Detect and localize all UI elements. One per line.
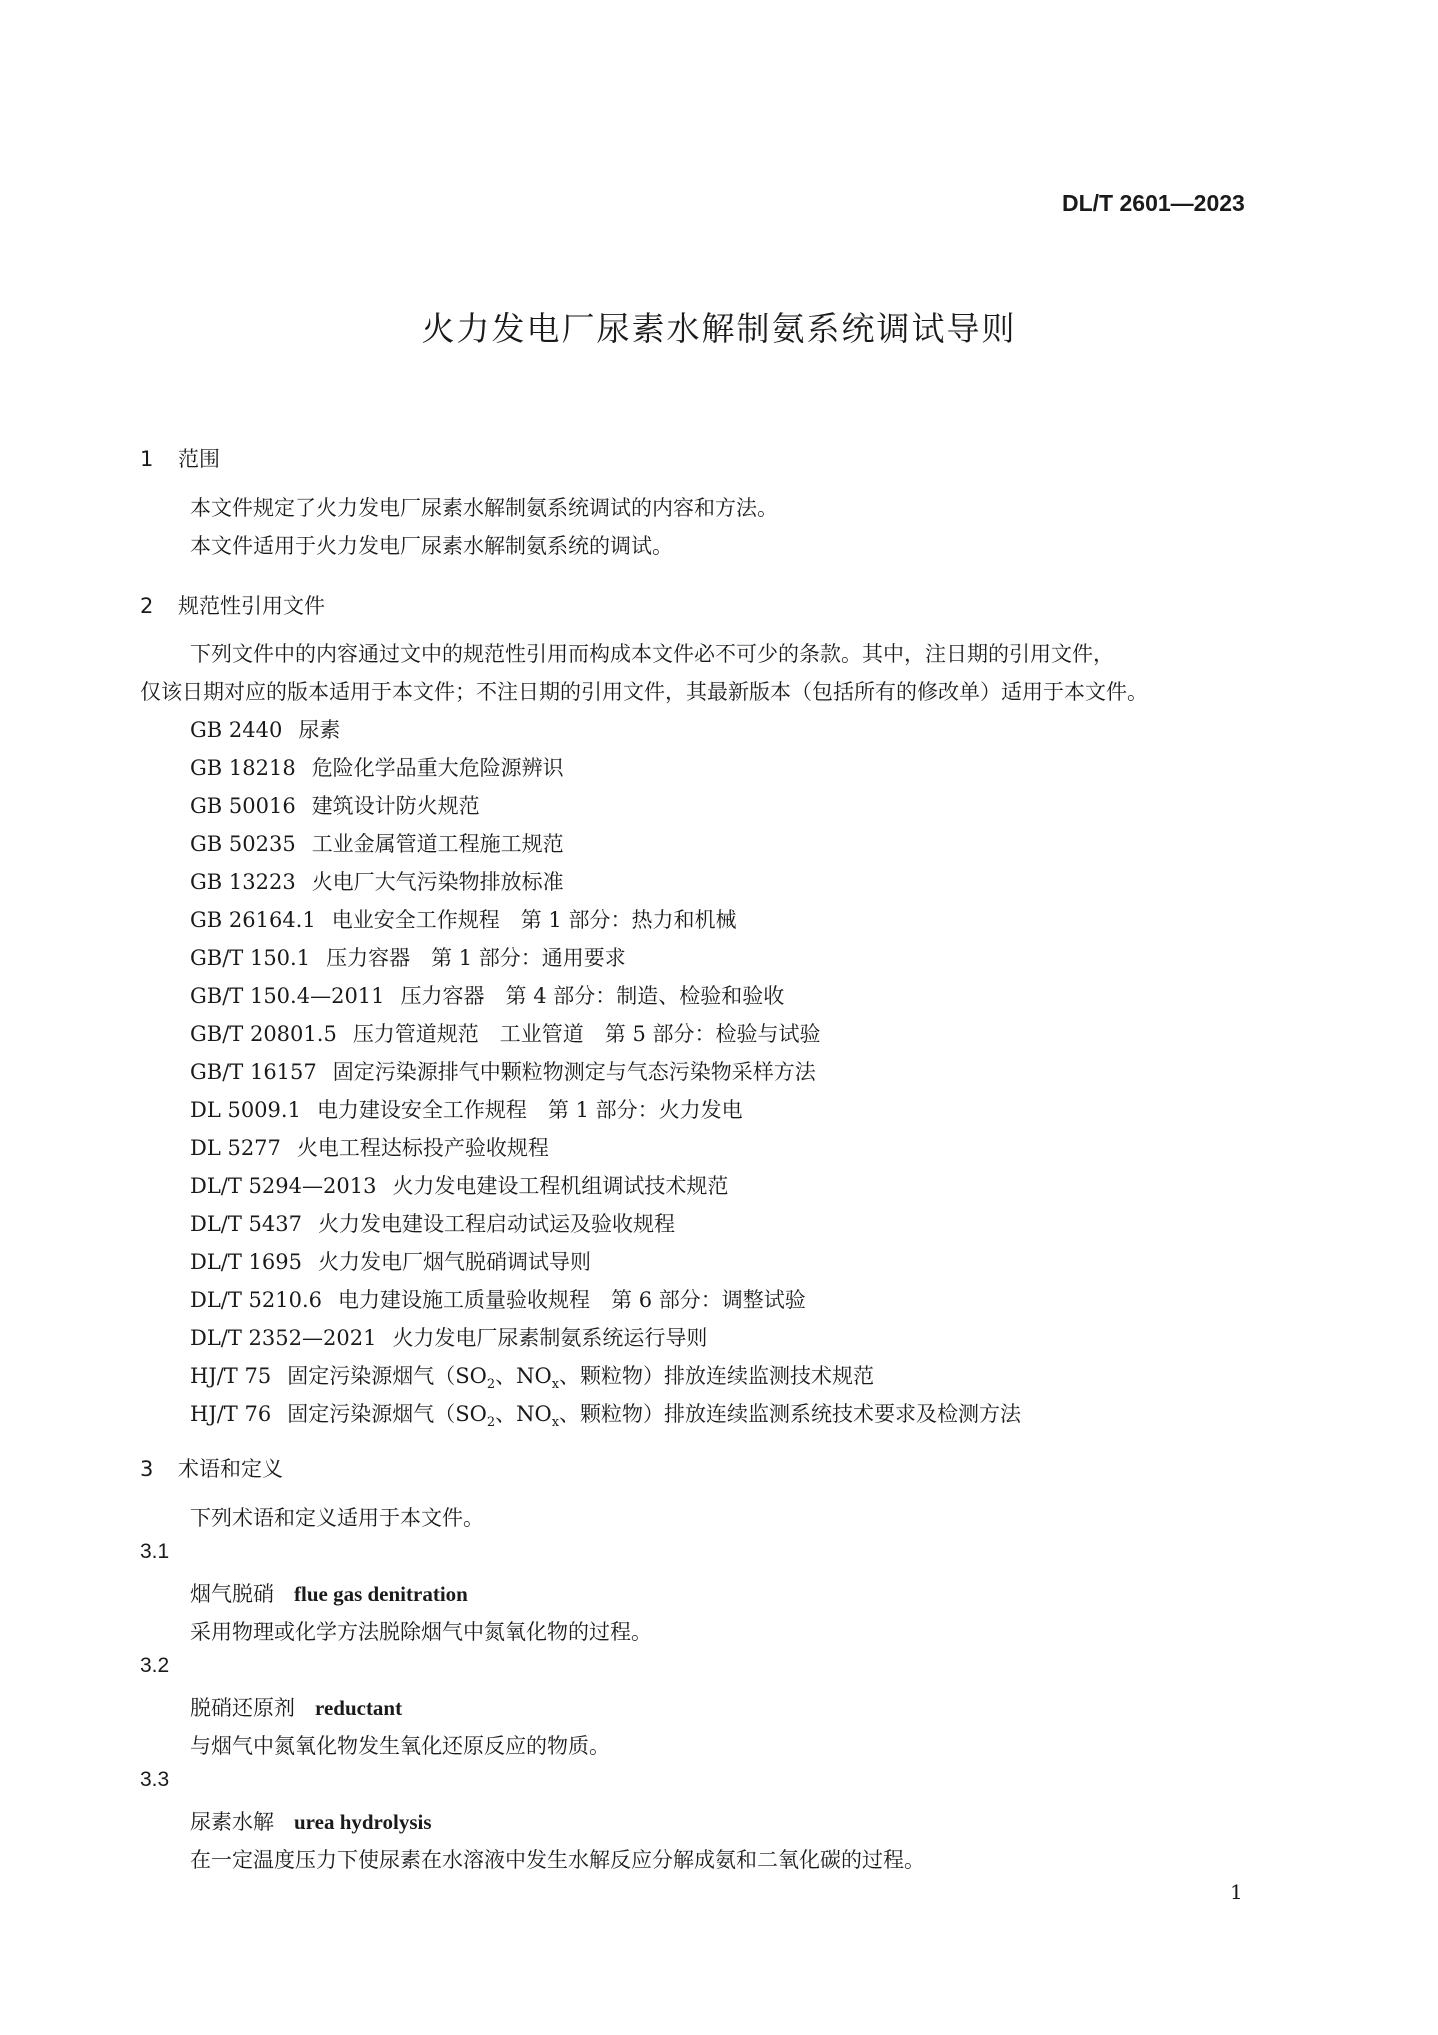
reference-title: 压力容器 第 1 部分：通用要求	[326, 946, 626, 970]
reference-item	[190, 790, 480, 820]
term-definition: 在一定温度压力下使尿素在水溶液中发生水解反应分解成氨和二氧化碳的过程。	[190, 1848, 925, 1872]
reference-item	[190, 1246, 591, 1276]
section-2-heading	[140, 590, 325, 620]
reference-item	[190, 828, 564, 858]
reference-code: GB/T 20801.5	[190, 1022, 337, 1046]
section-title: 范围	[178, 447, 220, 471]
document-number: DL/T 2601—2023	[1062, 190, 1245, 216]
document-title: 火力发电厂尿素水解制氨系统调试导则	[421, 309, 1017, 348]
reference-title: 火电工程达标投产验收规程	[296, 1136, 549, 1160]
clause-number: 3.2	[140, 1654, 170, 1677]
reference-item	[190, 1360, 874, 1392]
reference-code: GB 13223	[190, 870, 296, 894]
reference-title: 火力发电建设工程机组调试技术规范	[392, 1174, 729, 1198]
clause-number: 3.1	[140, 1540, 170, 1563]
reference-item	[190, 1208, 675, 1238]
term-definition: 采用物理或化学方法脱除烟气中氮氧化物的过程。	[190, 1620, 652, 1644]
reference-item	[190, 1018, 821, 1048]
reference-item	[190, 1284, 806, 1314]
reference-title: 火力发电厂烟气脱硝调试导则	[317, 1250, 591, 1274]
reference-item	[190, 980, 784, 1010]
reference-item	[190, 1132, 549, 1162]
term-entry	[190, 1578, 468, 1608]
reference-code: DL/T 5437	[190, 1212, 302, 1236]
term-entry	[190, 1692, 402, 1722]
term-en: reductant	[315, 1696, 403, 1720]
reference-title: 电力建设安全工作规程 第 1 部分：火力发电	[316, 1098, 743, 1122]
reference-code: HJ/T 76	[190, 1402, 272, 1426]
paragraph: 下列术语和定义适用于本文件。	[190, 1506, 484, 1530]
term-zh: 脱硝还原剂	[190, 1696, 295, 1720]
reference-code: DL/T 5210.6	[190, 1288, 323, 1312]
reference-title: 固定污染源烟气（$SO_2$、$NO_x$、颗粒物）排放连续监测系统技术要求及检测方法	[287, 1402, 1022, 1431]
reference-title: 电力建设施工质量验收规程 第 6 部分：调整试验	[338, 1288, 806, 1312]
section-title: 术语和定义	[178, 1457, 283, 1481]
reference-title: 电业安全工作规程 第 1 部分：热力和机械	[331, 908, 737, 932]
reference-title: 火力发电厂尿素制氨系统运行导则	[392, 1326, 708, 1350]
reference-item	[190, 1322, 707, 1352]
section-number: 2	[140, 594, 154, 618]
paragraph: 本文件适用于火力发电厂尿素水解制氨系统的调试。	[190, 534, 673, 558]
reference-item	[190, 942, 626, 972]
reference-code: DL 5277	[190, 1136, 281, 1160]
section-title: 规范性引用文件	[178, 594, 325, 618]
paragraph: 本文件规定了火力发电厂尿素水解制氨系统调试的内容和方法。	[190, 496, 778, 520]
reference-code: DL/T 5294—2013	[190, 1174, 377, 1198]
reference-item	[190, 866, 564, 896]
reference-title: 建筑设计防火规范	[311, 794, 480, 818]
section-1-heading	[140, 443, 220, 473]
reference-code: DL/T 1695	[190, 1250, 302, 1274]
reference-code: GB 18218	[190, 756, 296, 780]
term-en: urea hydrolysis	[294, 1810, 432, 1834]
reference-code: GB/T 16157	[190, 1060, 317, 1084]
reference-item	[190, 1170, 728, 1200]
reference-code: HJ/T 75	[190, 1364, 272, 1388]
reference-item	[190, 752, 564, 782]
paragraph: 下列文件中的内容通过文中的规范性引用而构成本文件必不可少的条款。其中，注日期的引用文件，	[190, 642, 1114, 666]
reference-code: GB/T 150.1	[190, 946, 311, 970]
term-zh: 烟气脱硝	[190, 1582, 274, 1606]
reference-title: 火力发电建设工程启动试运及验收规程	[317, 1212, 675, 1236]
reference-title: 火电厂大气污染物排放标准	[311, 870, 564, 894]
reference-code: GB 26164.1	[190, 908, 316, 932]
reference-code: DL 5009.1	[190, 1098, 301, 1122]
reference-code: GB 2440	[190, 718, 283, 742]
reference-code: DL/T 2352—2021	[190, 1326, 377, 1350]
term-entry	[190, 1806, 432, 1836]
reference-item	[190, 1398, 1021, 1430]
reference-title: 压力管道规范 工业管道 第 5 部分：检验与试验	[352, 1022, 821, 1046]
page-number: 1	[1230, 1880, 1243, 1904]
reference-item	[190, 904, 736, 934]
section-number: 1	[140, 447, 154, 471]
reference-title: 固定污染源烟气（$SO_2$、$NO_x$、颗粒物）排放连续监测技术规范	[287, 1364, 875, 1393]
reference-code: GB 50016	[190, 794, 296, 818]
reference-code: GB/T 150.4—2011	[190, 984, 385, 1008]
reference-title: 工业金属管道工程施工规范	[311, 832, 564, 856]
reference-title: 固定污染源排气中颗粒物测定与气态污染物采样方法	[332, 1060, 816, 1084]
reference-title: 危险化学品重大危险源辨识	[311, 756, 564, 780]
reference-code: GB 50235	[190, 832, 296, 856]
clause-number: 3.3	[140, 1768, 170, 1791]
reference-title: 尿素	[298, 718, 341, 742]
term-en: flue gas denitration	[294, 1582, 468, 1606]
section-number: 3	[140, 1457, 154, 1481]
reference-title: 压力容器 第 4 部分：制造、检验和验收	[400, 984, 785, 1008]
section-3-heading	[140, 1453, 283, 1483]
term-zh: 尿素水解	[190, 1810, 274, 1834]
reference-item	[190, 714, 340, 744]
paragraph: 仅该日期对应的版本适用于本文件；不注日期的引用文件，其最新版本（包括所有的修改单）适用于本文件。	[140, 680, 1148, 704]
reference-item	[190, 1056, 816, 1086]
term-definition: 与烟气中氮氧化物发生氧化还原反应的物质。	[190, 1734, 610, 1758]
reference-item	[190, 1094, 743, 1124]
